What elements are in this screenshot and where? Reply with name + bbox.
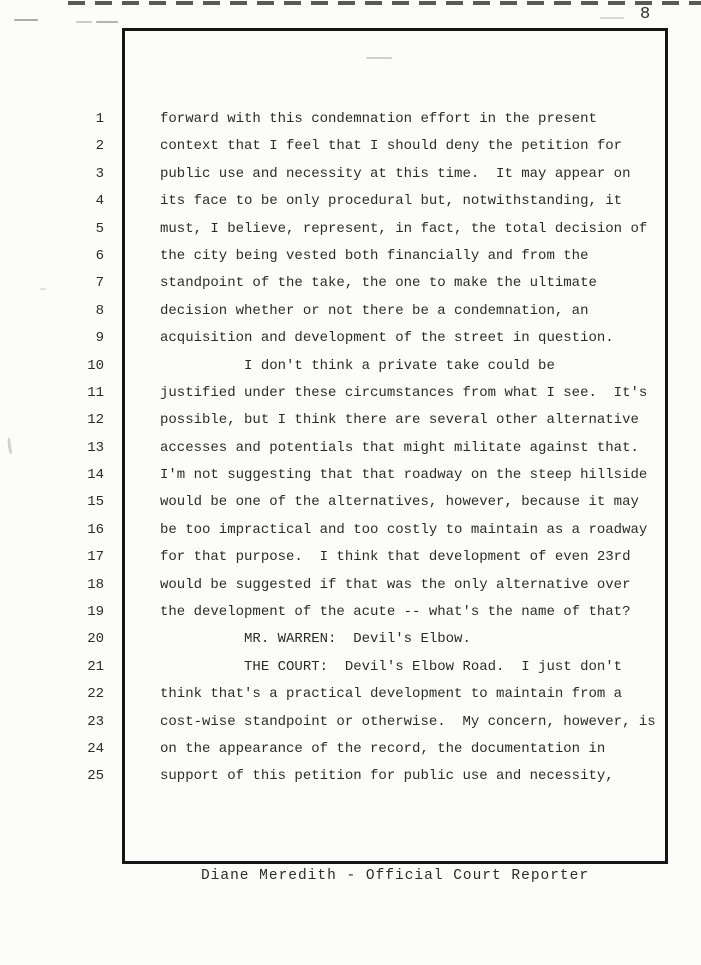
transcript-line-row [0,270,701,297]
page-number: 8 [640,5,651,24]
line-text: on the appearance of the record, the documentation in [160,740,606,757]
transcript-line-row [0,544,701,571]
transcript-line-row [0,435,701,462]
line-number: 15 [87,494,104,511]
transcript-line-row [0,736,701,763]
line-text: the development of the acute -- what's the name of that? [160,604,631,621]
line-text: possible, but I think there are several other alternative [160,412,639,429]
transcript-line-row [0,216,701,243]
line-text: decision whether or not there be a condemnation, an [160,302,589,319]
line-number: 20 [87,631,104,648]
line-text: I don't think a private take could be [160,357,555,374]
line-number: 10 [87,357,104,374]
line-text: be too impractical and too costly to maintain as a roadway [160,521,648,538]
line-number: 11 [87,384,104,401]
line-number: 6 [95,247,104,264]
line-number: 16 [87,521,104,538]
scan-artifact [600,17,624,19]
line-text: would be one of the alternatives, however, because it may [160,494,639,511]
line-number: 1 [95,111,104,127]
line-text: must, I believe, represent, in fact, the total decision of [160,220,648,237]
transcript-line-row [0,353,701,380]
transcript-line-row [0,133,701,160]
line-number: 9 [95,330,104,347]
line-number: 14 [87,467,104,484]
line-text: MR. WARREN: Devil's Elbow. [160,631,471,648]
transcript-line-row [0,188,701,215]
line-text: standpoint of the take, the one to make the ultimate [160,275,597,292]
line-number: 21 [87,658,104,675]
line-text: public use and necessity at this time. It may appear on [160,165,631,182]
transcript-line-row [0,489,701,516]
line-number: 13 [87,439,104,456]
line-text: its face to be only procedural but, notwithstanding, it [160,193,623,210]
line-number: 22 [87,686,104,703]
scan-artifact [96,21,118,23]
transcript-line-row [0,599,701,626]
line-number: 17 [87,549,104,566]
line-number: 4 [95,193,104,210]
scan-artifact [76,21,92,23]
line-number: 19 [87,604,104,621]
transcript-line-row [0,763,701,790]
page-top-dashed-edge [68,1,701,5]
transcript-line-row [0,298,701,325]
line-number: 5 [95,220,104,237]
line-text: accesses and potentials that might militate against that. [160,439,639,456]
transcript-line-row [0,407,701,434]
transcript-line-row [0,572,701,599]
court-reporter-footer: Diane Meredith - Official Court Reporter [200,868,590,884]
line-number: 2 [95,138,104,155]
transcript-line-row [0,106,701,133]
transcript-line-row [0,517,701,544]
scan-artifact [14,19,38,21]
line-number: 3 [95,165,104,182]
line-text: context that I feel that I should deny the petition for [160,138,623,155]
transcript-lines [0,106,701,791]
line-number: 8 [95,302,104,319]
line-text: justified under these circumstances from what I see. It's [160,384,648,401]
transcript-line-row [0,462,701,489]
transcript-line-row [0,161,701,188]
line-number: 25 [87,768,104,785]
line-text: THE COURT: Devil's Elbow Road. I just don't [160,658,623,675]
transcript-line-row [0,654,701,681]
line-number: 24 [87,740,104,757]
line-number: 18 [87,576,104,593]
line-text: I'm not suggesting that that roadway on the steep hillside [160,467,648,484]
line-number: 12 [87,412,104,429]
line-number: 23 [87,713,104,730]
transcript-line-row [0,243,701,270]
transcript-line-row [0,681,701,708]
line-text: would be suggested if that was the only alternative over [160,576,631,593]
transcript-line-row [0,709,701,736]
transcript-line-row [0,626,701,653]
line-text: forward with this condemnation effort in the present [160,111,597,127]
line-text: the city being vested both financially and from the [160,247,589,264]
line-text: think that's a practical development to maintain from a [160,686,623,703]
line-text: for that purpose. I think that development of even 23rd [160,549,631,566]
transcript-line-row [0,325,701,352]
line-text: acquisition and development of the street in question. [160,330,614,347]
line-number: 7 [95,275,104,292]
line-text: support of this petition for public use and necessity, [160,768,614,785]
line-text: cost-wise standpoint or otherwise. My concern, however, is [160,713,656,730]
transcript-line-row [0,380,701,407]
